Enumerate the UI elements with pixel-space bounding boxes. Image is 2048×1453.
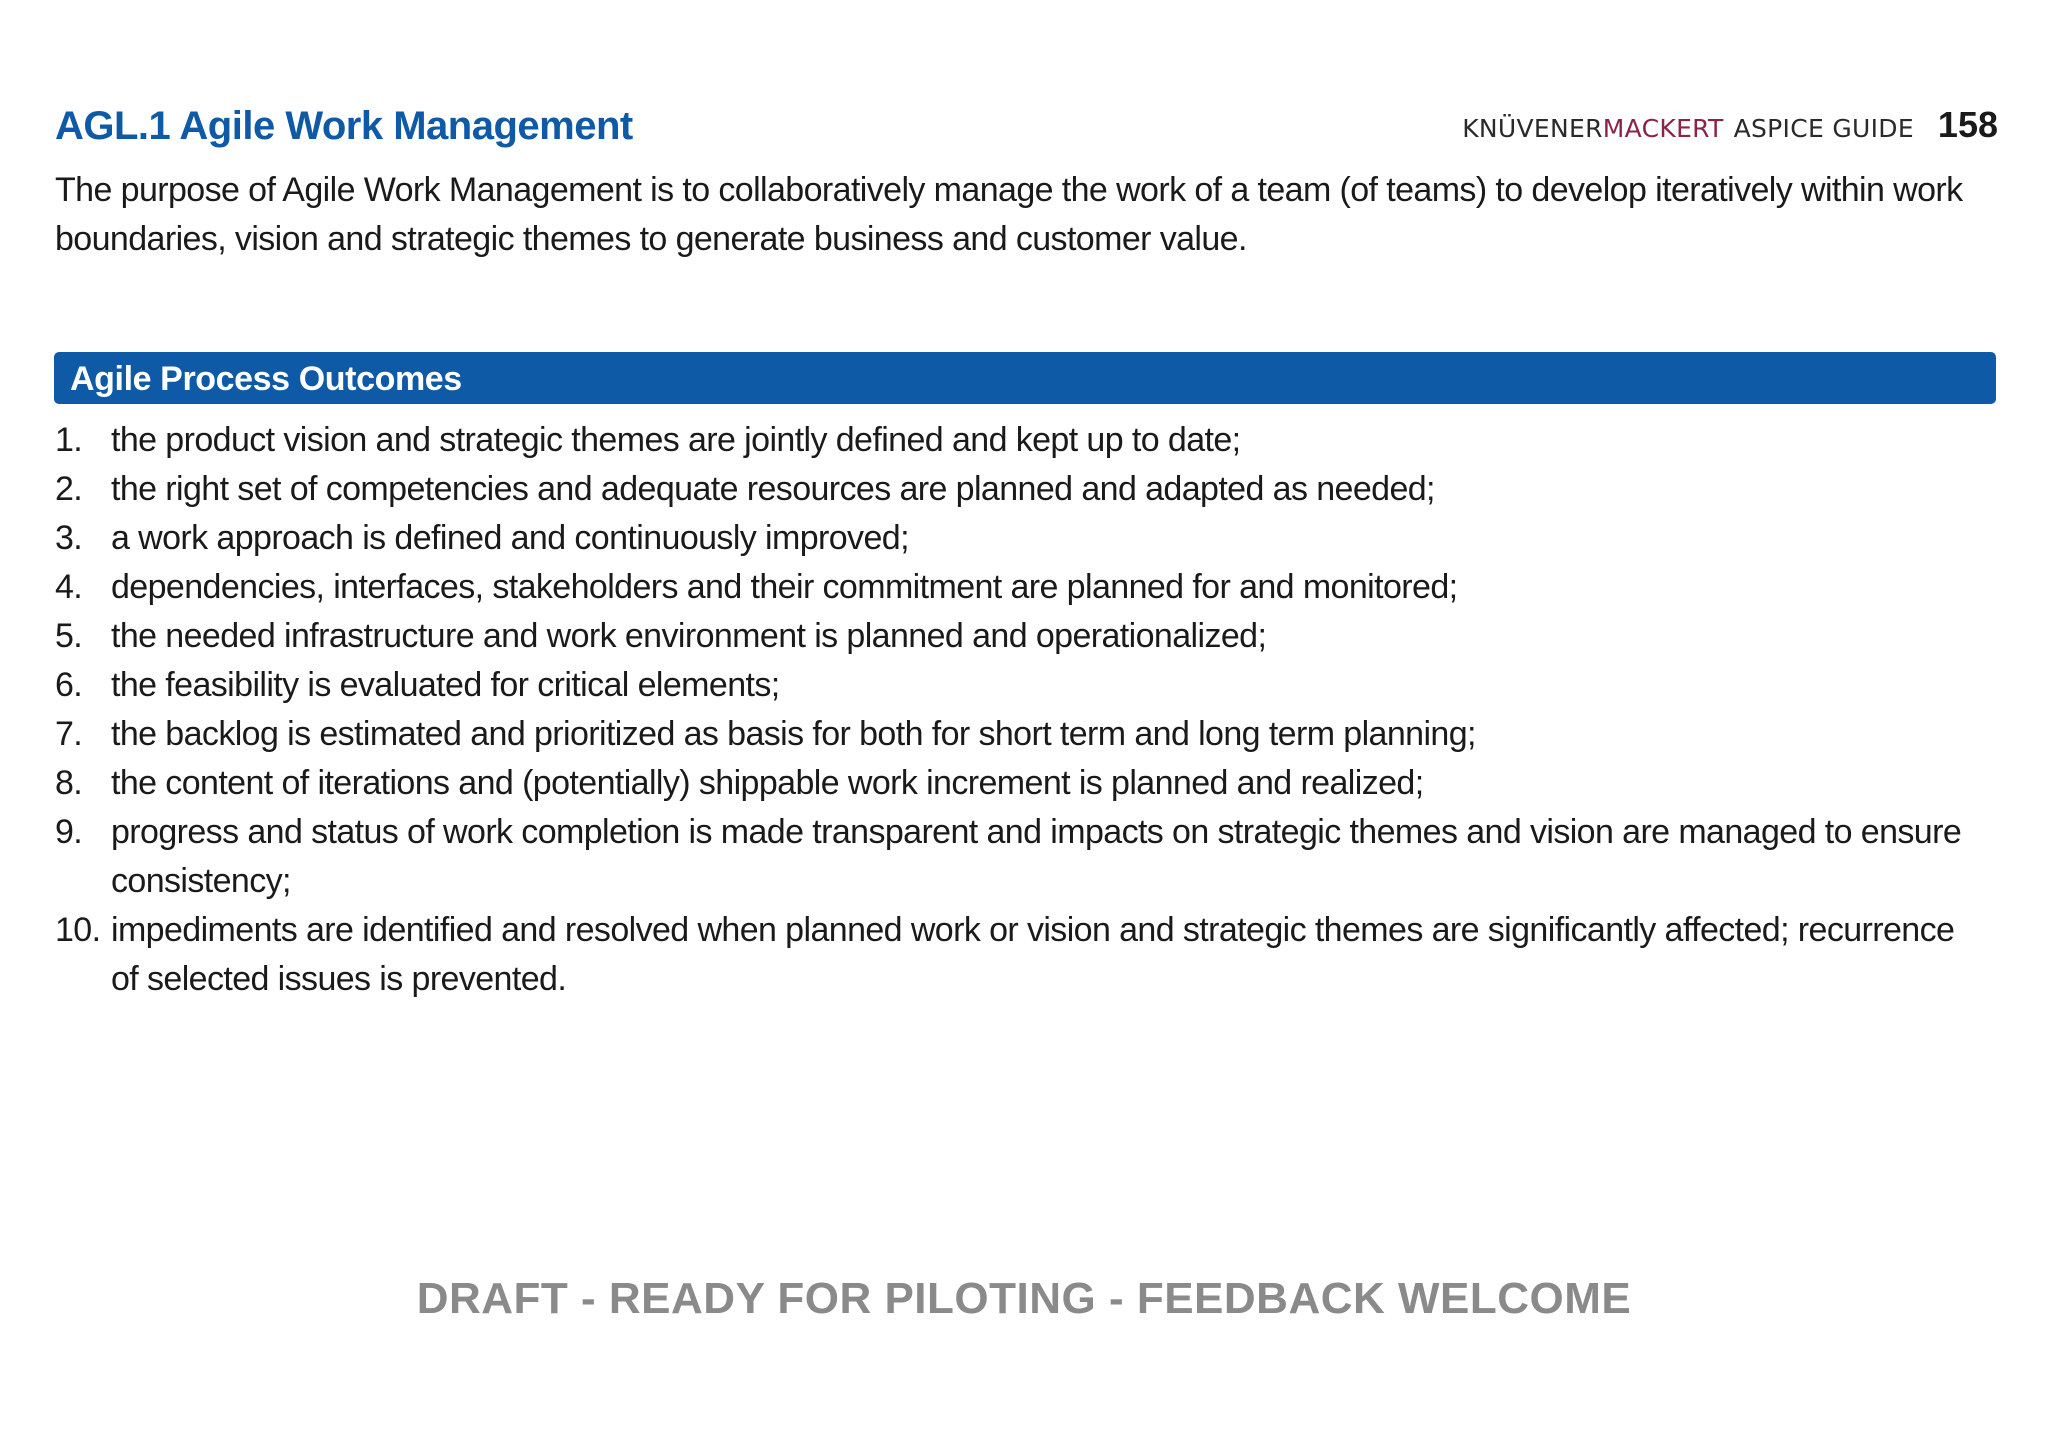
list-item	[55, 808, 1985, 906]
list-item	[55, 514, 1985, 563]
outcomes-list	[55, 416, 1985, 1004]
list-item-text: the content of iterations and (potentially) shippable work increment is planned and realized;	[111, 764, 1424, 802]
list-item-number: 2.	[55, 470, 83, 508]
list-item-text: the product vision and strategic themes are jointly defined and kept up to date;	[111, 421, 1241, 459]
list-item	[55, 661, 1985, 710]
list-item	[55, 416, 1985, 465]
list-item-text: the right set of competencies and adequate resources are planned and adapted as needed;	[111, 470, 1435, 508]
list-item-number: 4.	[55, 568, 83, 606]
list-item-number: 10.	[55, 911, 101, 949]
list-item-number: 9.	[55, 813, 83, 851]
list-item-text: the feasibility is evaluated for critical elements;	[111, 666, 780, 704]
list-item	[55, 710, 1985, 759]
page-title: AGL.1 Agile Work Management	[55, 104, 633, 148]
list-item-text: progress and status of work completion is made transparent and impacts on strategic themes and vision are managed to ensure consistency;	[111, 813, 1962, 900]
purpose-paragraph: The purpose of Agile Work Management is to collaboratively manage the work of a team (of teams) to develop iteratively within work boundaries, vision and strategic themes to generate business and customer value.	[55, 171, 1963, 258]
brand-name-knuevener: KNÜVENER	[1462, 114, 1603, 143]
list-item-number: 8.	[55, 764, 83, 802]
list-item-text: the needed infrastructure and work environment is planned and operationalized;	[111, 617, 1267, 655]
list-item-number: 6.	[55, 666, 83, 704]
list-item	[55, 906, 1985, 1004]
list-item-text: a work approach is defined and continuously improved;	[111, 519, 909, 557]
list-item-number: 1.	[55, 421, 83, 459]
list-item	[55, 465, 1985, 514]
brand-name-mackert: MACKERT	[1602, 114, 1724, 143]
list-item-number: 3.	[55, 519, 83, 557]
list-item-number: 5.	[55, 617, 83, 655]
list-item-text: dependencies, interfaces, stakeholders and their commitment are planned for and monitored;	[111, 568, 1458, 606]
list-item	[55, 759, 1985, 808]
guide-label: ASPICE GUIDE	[1733, 114, 1914, 143]
page-number: 158	[1937, 104, 1998, 145]
list-item-text: the backlog is estimated and prioritized as basis for both for short term and long term planning;	[111, 715, 1476, 753]
draft-notice: DRAFT - READY FOR PILOTING - FEEDBACK WELCOME	[416, 1274, 1632, 1323]
section-title: Agile Process Outcomes	[70, 360, 462, 398]
list-item-number: 7.	[55, 715, 83, 753]
list-item-text: impediments are identified and resolved when planned work or vision and strategic themes are significantly affected; recurrence of selected issues is prevented.	[111, 911, 1955, 998]
section-header-bar	[54, 352, 1996, 404]
guide-header	[1462, 104, 1998, 146]
list-item	[55, 563, 1985, 612]
list-item	[55, 612, 1985, 661]
